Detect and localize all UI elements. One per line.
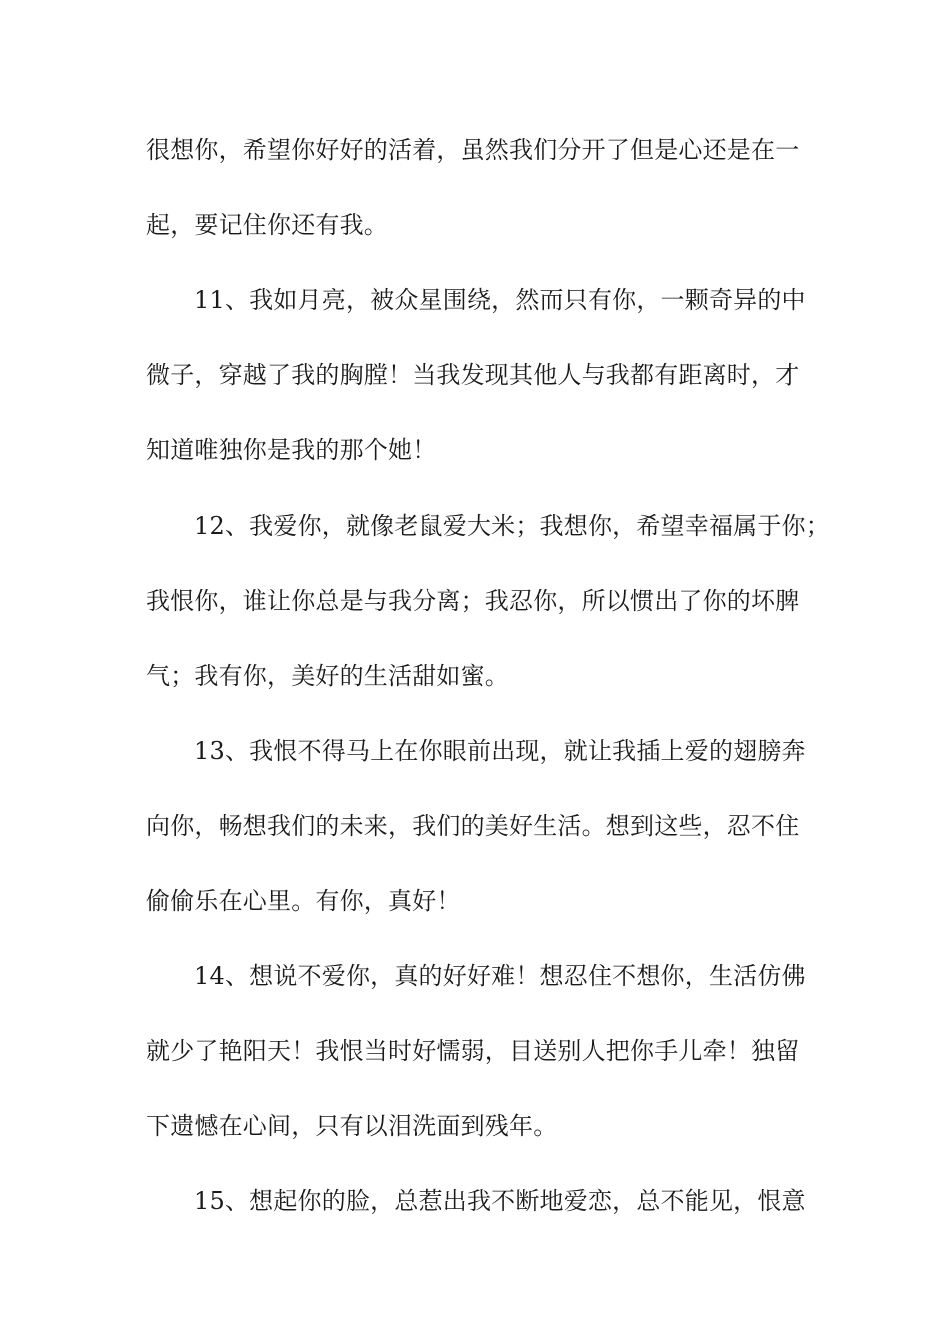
text-line: 我恨你，谁让你总是与我分离；我忍你，所以惯出了你的坏脾 bbox=[146, 587, 800, 615]
text-line: 气；我有你，美好的生活甜如蜜。 bbox=[146, 662, 509, 690]
paragraph-11-start: 11、我如月亮，被众星围绕，然而只有你，一颗奇异的中 bbox=[194, 286, 806, 314]
paragraph-12-start: 12、我爱你，就像老鼠爱大米；我想你，希望幸福属于你； bbox=[194, 512, 830, 540]
text-line: 起，要记住你还有我。 bbox=[146, 211, 388, 239]
text-line: 偷偷乐在心里。有你，真好！ bbox=[146, 887, 461, 915]
text-line: 知道唯独你是我的那个她！ bbox=[146, 436, 437, 464]
text-line: 下遗憾在心间，只有以泪洗面到残年。 bbox=[146, 1112, 558, 1140]
paragraph-15-start: 15、想起你的脸，总惹出我不断地爱恋，总不能见，恨意 bbox=[194, 1187, 806, 1215]
text-line: 很想你，希望你好好的活着，虽然我们分开了但是心还是在一 bbox=[146, 136, 800, 164]
text-line: 向你，畅想我们的未来，我们的美好生活。想到这些，忍不住 bbox=[146, 812, 800, 840]
text-line: 就少了艳阳天！我恨当时好懦弱，目送别人把你手儿牵！独留 bbox=[146, 1037, 800, 1065]
paragraph-14-start: 14、想说不爱你，真的好好难！想忍住不想你，生活仿佛 bbox=[194, 962, 806, 990]
paragraph-13-start: 13、我恨不得马上在你眼前出现，就让我插上爱的翅膀奔 bbox=[194, 737, 806, 765]
text-line: 微子，穿越了我的胸膛！当我发现其他人与我都有距离时，才 bbox=[146, 361, 800, 389]
